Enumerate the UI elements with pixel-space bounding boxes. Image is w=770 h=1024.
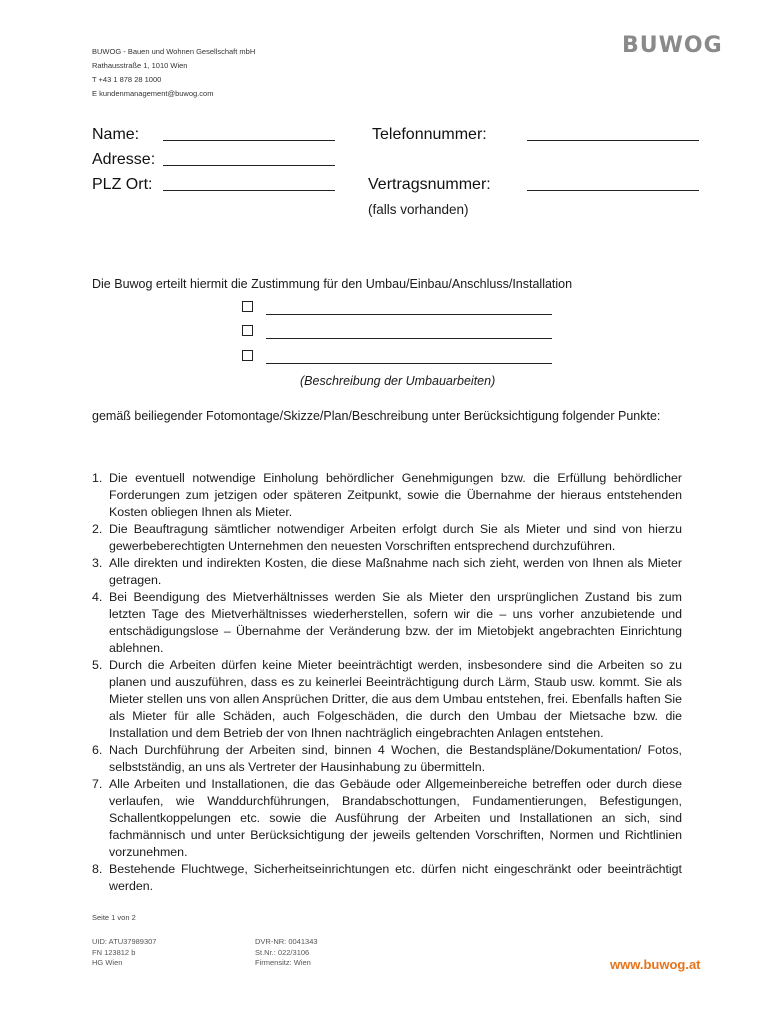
condition-item: 6. Nach Durchführung der Arbeiten sind, binnen 4 Wochen, die Bestandspläne/Dokumentation/ Fotos, selbstständig, an uns als Vertreter der Hausinhabung zu übermitteln. <box>92 743 682 774</box>
phone-field-line[interactable] <box>527 140 699 141</box>
company-address-block <box>92 45 255 101</box>
condition-item: 7. Alle Arbeiten und Installationen, die das Gebäude oder Allgemeinbereiche betreffen oder durch diese verlaufen, wie Wanddurchführungen, Brandabschottungen, Fundamentierungen, Befestigungen, Schallentkoppelungen etc. sowie die Ausführung der Arbeiten und Installationen an sich, sind fachmännisch und unter Berücksichtigung der jeweils geltenden Vorschriften, Normen und Richtlinien vorzunehmen. <box>92 777 682 859</box>
footer-legal-mid: DVR-NR: 0041343 St.Nr.: 022/3106 Firmensitz: Wien <box>255 937 318 967</box>
zip-city-label: PLZ Ort: <box>92 176 153 193</box>
conditions-intro: gemäß beiliegender Fotomontage/Skizze/Plan/Beschreibung unter Berücksichtigung folgender Punkte: <box>92 409 661 423</box>
company-email: E kundenmanagement@buwog.com <box>92 89 214 98</box>
buwog-logo: BUWOG <box>622 33 723 58</box>
contract-number-note: (falls vorhanden) <box>368 202 469 217</box>
work-item-line[interactable] <box>266 338 552 339</box>
condition-item: 8. Bestehende Fluchtwege, Sicherheitseinrichtungen etc. dürfen nicht eingeschränkt oder beeinträchtigt werden. <box>92 862 682 893</box>
work-item-checkbox[interactable] <box>242 301 253 312</box>
company-street: Rathausstraße 1, 1010 Wien <box>92 61 188 70</box>
footer-legal-left: UID: ATU37989307 FN 123812 b HG Wien <box>92 937 157 967</box>
work-description-caption: (Beschreibung der Umbauarbeiten) <box>300 374 496 388</box>
address-label: Adresse: <box>92 151 156 168</box>
condition-item: 2. Die Beauftragung sämtlicher notwendiger Arbeiten erfolgt durch Sie als Mieter und sind von hierzu gewerbeberechtigten Unternehmen den neuesten Vorschriften entsprechend durchzuführen. <box>92 522 682 553</box>
condition-item: 5. Durch die Arbeiten dürfen keine Mieter beeinträchtigt werden, insbesondere sind die Arbeiten so zu planen und auszuführen, dass es zu keinerlei Beeinträchtigung durch Lärm, Staub usw. kommt. Sie als Mieter stellen uns von allen Ansprüchen Dritter, die aus dem Umbau entstehen, frei. Ebenfalls haften Sie als Mieter für alle Schäden, auch Folgeschäden, die durch den Umbau der Mietsache bzw. die Installation und dem Betrieb der von Ihnen nachträglich eingebrachten Anlagen entstehen. <box>92 658 682 740</box>
page-number: Seite 1 von 2 <box>92 913 136 922</box>
conditions-list <box>92 470 682 895</box>
condition-item: 3. Alle direkten und indirekten Kosten, die diese Maßnahme nach sich zieht, werden von Ihnen als Mieter getragen. <box>92 556 682 587</box>
condition-item: 4. Bei Beendigung des Mietverhältnisses werden Sie als Mieter den ursprünglichen Zustand bis zum letzten Tage des Mietverhältnisses wiederherstellen, sofern wir die – uns vorher anzubietende und entschädigungslose – Übernahme der Veränderung bzw. der im Mietobjekt angebrachten Einrichtung ablehnen. <box>92 590 682 655</box>
company-name: BUWOG - Bauen und Wohnen Gesellschaft mbH <box>92 47 256 56</box>
consent-intro: Die Buwog erteilt hiermit die Zustimmung für den Umbau/Einbau/Anschluss/Installation <box>92 277 573 291</box>
address-field-line[interactable] <box>163 165 335 166</box>
contract-number-field-line[interactable] <box>527 190 699 191</box>
website-link[interactable]: www.buwog.at <box>610 957 701 972</box>
contract-number-label: Vertragsnummer: <box>368 176 491 193</box>
phone-label: Telefonnummer: <box>372 126 487 143</box>
condition-item: 1. Die eventuell notwendige Einholung behördlicher Genehmigungen bzw. die Erfüllung behördlicher Forderungen zum jetzigen oder späteren Zeitpunkt, sowie die Übernahme der hieraus entstehenden Kosten obliegen Ihnen als Mieter. <box>92 471 682 519</box>
work-item-checkbox[interactable] <box>242 325 253 336</box>
company-phone: T +43 1 878 28 1000 <box>92 75 162 84</box>
name-label: Name: <box>92 126 140 143</box>
work-item-checkbox[interactable] <box>242 350 253 361</box>
work-item-line[interactable] <box>266 314 552 315</box>
work-item-line[interactable] <box>266 363 552 364</box>
zip-city-field-line[interactable] <box>163 190 335 191</box>
name-field-line[interactable] <box>163 140 335 141</box>
